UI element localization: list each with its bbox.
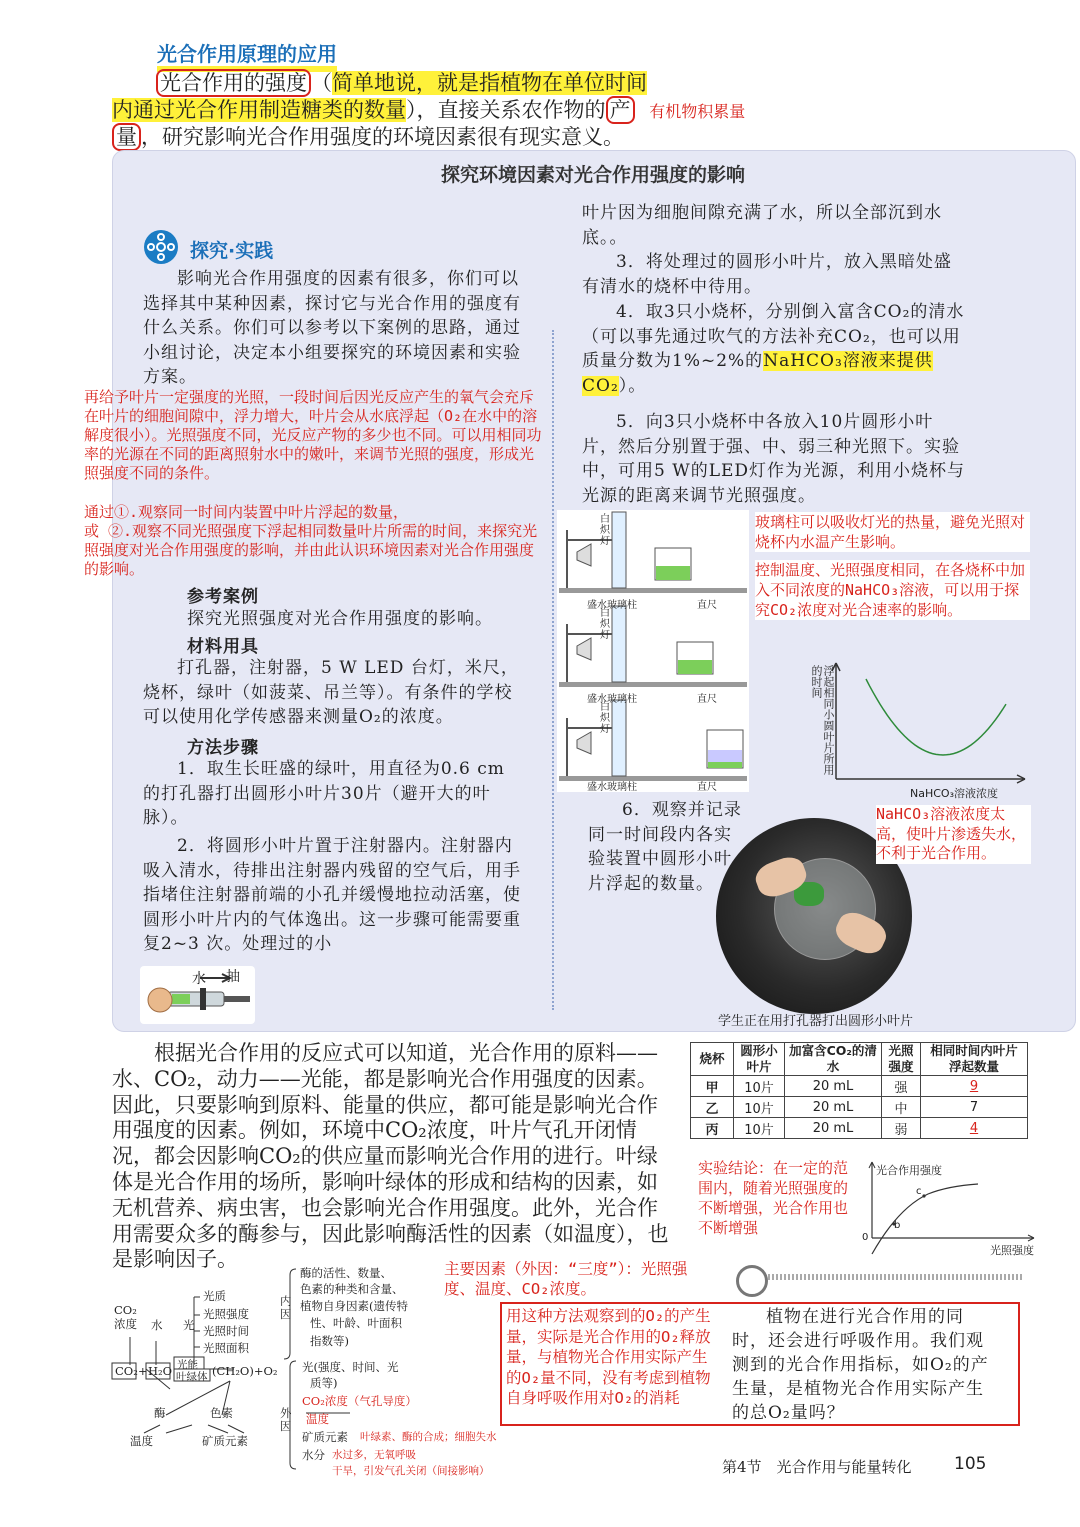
diagram-light-2: 光照强度 (203, 1307, 249, 1321)
ref-text: 探究光照强度对光合作用强度的影响。 (187, 609, 493, 629)
diagram-inner-3: 植物自身因素(遗传特 (300, 1299, 408, 1313)
table-row (691, 1076, 1028, 1097)
cell: 丙 (691, 1118, 734, 1139)
cell: 强 (882, 1076, 921, 1097)
diagram-inner-1: 酶的活性、数量、 (300, 1266, 392, 1280)
note-control: 控制温度、光照强度相同，在各烧杯中加入不同浓度的NaHCO₃溶液，可以用于探究CO₂浓度对光合速率的影响。 (755, 560, 1030, 620)
diagram-eq-product: (CH₂O)+O₂ (212, 1364, 278, 1378)
ref-head: 参考案例 (187, 587, 259, 607)
note-left-2a: 通过①.观察同一时间内装置中叶片浮起的数量， (84, 503, 409, 521)
light-chart (858, 1158, 1038, 1258)
column-divider (552, 330, 554, 1010)
table-row (691, 1097, 1028, 1118)
cell: 20 mL (785, 1097, 882, 1118)
diagram-temp: 温度 (130, 1434, 153, 1448)
question-text: 植物在进行光合作用的同时，还会进行呼吸作用。我们观测到的光合作用指标，如O₂的产生量，是植物光合作用实际产生的总O₂量吗？ (732, 1307, 989, 1423)
chart1-x-label: NaHCO₃溶液浓度 (910, 787, 998, 800)
th-leaves: 圆形小叶片 (734, 1043, 785, 1076)
diagram-inner: 内因 (280, 1294, 292, 1321)
materials-head: 材料用具 (187, 637, 259, 657)
diagram-outer-6: 水分 (302, 1448, 325, 1462)
diagram-inner-5: 指数等) (310, 1334, 349, 1348)
diagram-mineral-note: 叶绿素、酶的合成；细胞失水 (360, 1431, 497, 1443)
diagram-water-note-1: 水过多，无氧呼吸 (332, 1449, 416, 1461)
table-header-row (691, 1043, 1028, 1076)
note-accumulation: 有机物积累量 (649, 102, 746, 121)
lower-paragraph: 根据光合作用的反应式可以知道，光合作用的原料——水、CO₂，动力——光能，都是影响光合作用强度的因素。因此，只要影响到原料、能量的供应，都可能是影响光合作用强度的因素。例如，环境中CO₂浓度，叶片气孔开闭情况，都会因影响CO₂的供应量而影响光合作用的进行。叶绿体是光合作用的场所，影响叶绿体的形成和结构的因素，如无机营养、病虫害，也会影响光合作用强度。此外，光合作用需要众多的酶参与，因此影响酶活性的因素（如温度），也是影响因子。 (112, 1041, 669, 1272)
diagram-light-4: 光照面积 (203, 1341, 249, 1355)
right-continued: 叶片因为细胞间隙充满了水，所以全部沉到水底。。 (582, 203, 942, 248)
diagram-enzyme: 酶 (154, 1406, 166, 1420)
explore-icon (143, 229, 179, 265)
ruler-label-2: 直尺 (697, 694, 717, 705)
cell: 20 mL (785, 1076, 882, 1097)
chan-circled: 产 (606, 96, 635, 124)
glass-label-3: 盛水玻璃柱 (587, 782, 637, 793)
step-5: 5．向3只小烧杯中各放入10片圆形小叶片，然后分别置于强、中、弱三种光照下。实验中，可用5 W的LED灯作为光源，利用小烧杯与光源的距离来调节光照强度。 (582, 412, 966, 506)
paren: （ (311, 71, 332, 95)
th-float: 相同时间内叶片浮起数量 (921, 1043, 1028, 1076)
diagram-eq-plus: + (138, 1364, 148, 1378)
ruler-label-3: 直尺 (697, 782, 717, 793)
definition-highlight-2: 内通过光合作用制造糖类的数量 (112, 98, 406, 122)
diagram-water: 水 (151, 1318, 163, 1332)
step-3: 3．将处理过的圆形小叶片，放入黑暗处盛有清水的烧杯中待用。 (582, 252, 952, 297)
syringe-illustration (140, 966, 255, 1024)
nahco3-chart (800, 655, 1030, 805)
note-left-1: 再给予叶片一定强度的光照，一段时间后因光反应产生的氧气会充斥在叶片的细胞间隙中，浮力增大，叶片会从水底浮起（O₂在水中的溶解度很小）。光照强度不同，光反应产物的多少也不同。可以用相同功率的光源在不同的距离照射水中的嫩叶，来调节光照的强度，形成光照强度不同的条件。 (84, 388, 542, 482)
apparatus-figure (557, 510, 749, 792)
diagram-outer-4: 温度 (306, 1412, 329, 1426)
chart2-label-c: c (916, 1186, 922, 1197)
th-water: 加富含CO₂的清水 (785, 1043, 882, 1076)
diagram-light-3: 光照时间 (203, 1324, 249, 1338)
apparatus-3 (559, 700, 747, 781)
diagram-outer-2: 质等) (310, 1376, 338, 1390)
diagram-outer-1: 光(强度、时间、光 (302, 1360, 399, 1374)
cell: 弱 (882, 1118, 921, 1139)
chart2-label-b: b (894, 1220, 901, 1231)
chart2-origin: 0 (862, 1232, 869, 1243)
cell: 9 (921, 1076, 1028, 1097)
cell: 4 (921, 1118, 1028, 1139)
lamp-label-2: 白炽灯 (600, 608, 610, 641)
diagram-outer: 外因 (280, 1406, 292, 1433)
method-head: 方法步骤 (187, 738, 259, 758)
box-title: 探究环境因素对光合作用强度的影响 (440, 164, 745, 186)
footer-section: 第4节 光合作用与能量转化 (722, 1458, 912, 1476)
lamp-label-3: 白炽灯 (600, 702, 610, 735)
chart2-series-line (872, 1184, 978, 1254)
step-6: 6．观察并记录同一时间段内各实验装置中圆形小叶片浮起的数量。 (588, 800, 742, 894)
chart2-y-label: 光合作用强度 (876, 1164, 942, 1177)
diagram-inner-2: 色素的种类和含量、 (300, 1282, 404, 1296)
main-factors-note: 主要因素（外因：“三度”）：光照强度、温度、CO₂浓度。 (444, 1260, 688, 1298)
result-table-wrap (690, 1042, 1028, 1139)
cell: 10片 (734, 1097, 785, 1118)
cell: 10片 (734, 1076, 785, 1097)
glass-label-1: 盛水玻璃柱 (587, 600, 637, 611)
ruler-label-1: 直尺 (697, 600, 717, 611)
note-left-2 (84, 503, 542, 579)
conclusion-note: 实验结论：在一定的范围内，随着光照强度的不断增强，光合作用也不断增强 (698, 1159, 849, 1237)
th-beaker: 烧杯 (691, 1043, 734, 1076)
chart1-series-line (866, 679, 1006, 755)
factor-diagram (110, 1265, 550, 1525)
diagram-light-1: 光质 (203, 1289, 226, 1303)
th-light: 光照强度 (882, 1043, 921, 1076)
lamp-label-1: 白炽灯 (600, 514, 610, 547)
term-circled: 光合作用的强度 (156, 69, 311, 97)
section-title: 光合作用原理的应用 (157, 42, 337, 72)
diagram-outer-3: CO₂浓度（气孔导度） (302, 1394, 417, 1408)
box-para1: 影响光合作用强度的因素有很多，你们可以选择其中某种因素，探讨它与光合作用的强度有什么关系。你们可以参考以下案例的思路，通过小组讨论，决定本小组要探究的环境因素和实验方案。 (143, 269, 521, 387)
page-number: 105 (954, 1454, 987, 1474)
chart2-point-c (922, 1194, 925, 1197)
cell: 甲 (691, 1076, 734, 1097)
apparatus-2 (559, 606, 747, 687)
step-4-text: 4．取3只小烧杯，分别倒入富含CO₂的清水（可以事先通过吹气的方法补充CO₂，也可以用质量分数为1%~2%的 (582, 302, 965, 371)
step-4 (582, 300, 967, 398)
diagram-inner-4: 性、叶龄、叶面积 (310, 1316, 402, 1330)
decorative-stripe (768, 1274, 1024, 1280)
liang-circled: 量 (112, 123, 141, 151)
intro-text: ），直接关系农作物的 (406, 98, 606, 122)
diagram-mineral: 矿质元素 (202, 1434, 248, 1448)
diagram-co2-conc: CO₂浓度 (114, 1303, 137, 1331)
diagram-pigment: 色素 (210, 1406, 233, 1420)
diagram-eq-h2o: H₂O (148, 1364, 173, 1378)
step-4-highlight: NaHCO₃溶液来提供CO₂ (582, 351, 933, 396)
apparatus-drawing (557, 510, 749, 792)
cell: 7 (921, 1097, 1028, 1118)
syringe-pull-label: 抽 (226, 969, 240, 985)
explore-label: 探究·实践 (190, 240, 274, 262)
result-table (690, 1042, 1028, 1139)
table-row (691, 1118, 1028, 1139)
note-glass: 玻璃柱可以吸收灯光的热量，避免光照对烧杯内水温产生影响。 (755, 512, 1030, 552)
note-left-2b: 或 ②.观察不同光照强度下浮起相同数量叶片所需的时间，来探究光照强度对光合作用强度的影响，并由此认识环境因素对光合作用强度的影响。 (84, 522, 538, 578)
step-2: 2．将圆形小叶片置于注射器内。注射器内吸入清水，待排出注射器内残留的空气后，用手指堵住注射器前端的小孔并缓慢地拉动活塞，使圆形小叶片内的气体逸出。这一步骤可能需要重复2~3 次。处理过的小 (143, 836, 521, 954)
o2-note: 用这种方法观察到的O₂的产生量，实际是光合作用的O₂释放量，与植物光合作用实际产生的O₂量不同，没有考虑到植物自身呼吸作用对O₂的消耗 (506, 1307, 711, 1407)
syringe-water-label: 水 (192, 971, 206, 987)
cell: 20 mL (785, 1118, 882, 1139)
cell: 10片 (734, 1118, 785, 1139)
diagram-eq-bottom: 叶绿体 (176, 1371, 208, 1383)
cell: 中 (882, 1097, 921, 1118)
chart2-x-label: 光照强度 (990, 1244, 1034, 1257)
step-1: 1．取生长旺盛的绿叶，用直径为0.6 cm 的打孔器打出圆形小叶片30片（避开大的叶脉）。 (143, 759, 505, 828)
definition-highlight-1: 简单地说，就是指植物在单位时间 (332, 71, 647, 95)
glass-label-2: 盛水玻璃柱 (587, 694, 637, 705)
diagram-light: 光 (183, 1318, 195, 1332)
diagram-eq-top: 光能 (177, 1359, 198, 1371)
diagram-water-note-2: 干旱，引发气孔关闭（间接影响） (332, 1465, 490, 1477)
note-nahco3: NaHCO₃溶液浓度太高，使叶片渗透失水，不利于光合作用。 (876, 805, 1031, 864)
step-4-end: ）。 (618, 375, 647, 396)
diagram-eq-co2: CO₂ (115, 1364, 138, 1378)
diagram-outer-5: 矿质元素 (302, 1430, 348, 1444)
chart1-y-label: 浮起相同小圆叶片所用的时间 (810, 665, 835, 775)
question-icon (736, 1265, 768, 1297)
materials-text: 打孔器，注射器，5 W LED 台灯，米尺，烧杯，绿叶（如菠菜、吊兰等）。有条件的学校可以使用化学传感器来测量O₂的浓度。 (143, 658, 519, 727)
apparatus-1 (559, 512, 747, 593)
photo-caption: 学生正在用打孔器打出圆形小叶片 (718, 1014, 914, 1029)
cell: 乙 (691, 1097, 734, 1118)
intro-rest: ，研究影响光合作用强度的环境因素很有现实意义。 (141, 125, 624, 149)
